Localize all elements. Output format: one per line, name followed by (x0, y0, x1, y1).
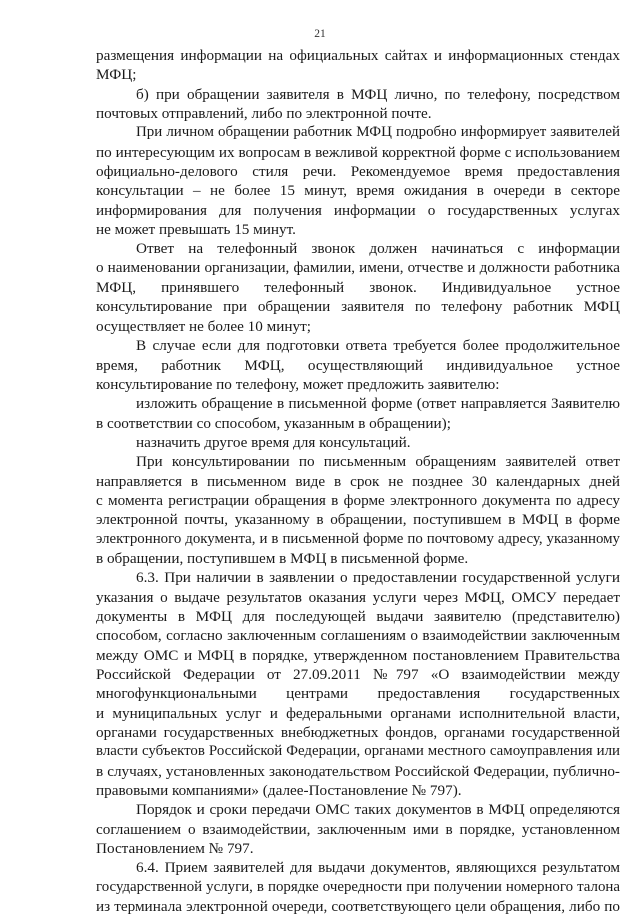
text-line: 6.4. Прием заявителей для выдачи документов, являющихся результатом (136, 859, 620, 877)
text-line: не может превышать 15 минут. (96, 221, 296, 239)
text-line: электронного документа, и в письменной форме по почтовому адресу, указанному (96, 530, 620, 547)
text-line: В случае если для подготовки ответа требуется более продолжительное (136, 337, 620, 355)
text-line: официально-делового стиля речи. Рекомендуемое время предоставления (96, 163, 620, 181)
text-line: время, работник МФЦ, осуществляющий индивидуальное устное (96, 356, 620, 374)
text-line: из терминала электронной очереди, соответствующего цели обращения, либо по (96, 898, 620, 916)
document-body (96, 46, 620, 916)
text-line: правовыми компаниями» (далее-Постановление № 797). (96, 782, 462, 800)
page-number: 21 (314, 28, 326, 40)
text-line: При консультировании по письменным обращениям заявителей ответ (136, 453, 620, 471)
text-line: Постановлением № 797. (96, 840, 254, 858)
text-line: органами государственных внебюджетных фондов, органами государственной (96, 724, 620, 742)
text-line: и муниципальных услуг и федеральными органами исполнительной власти, (96, 704, 620, 722)
text-line: почтовых отправлений, либо по электронной почте. (96, 105, 432, 123)
text-line: с момента регистрации обращения в форме электронного документа по адресу (96, 491, 620, 509)
text-line: соглашением о взаимодействии, заключенным ими в порядке, установленном (96, 820, 620, 838)
text-line: консультирование при обращении заявителя по телефону работник МФЦ (96, 298, 620, 316)
text-line: способом, согласно заключенным соглашениям о взаимодействии заключенным (96, 627, 620, 645)
text-line: многофункциональными центрами предоставления государственных (96, 685, 620, 703)
text-line: электронной почты, указанному в обращении, поступившем в МФЦ в форме (96, 511, 620, 529)
text-line: указания о выдаче результатов оказания услуги через МФЦ, ОМСУ передает (96, 588, 620, 606)
text-line: консультации – не более 15 минут, время ожидания в очереди в секторе (96, 182, 620, 200)
text-line: осуществляет не более 10 минут; (96, 317, 311, 335)
text-line: в соответствии со способом, указанным в обращении); (96, 414, 451, 432)
text-line: по интересующим их вопросам в вежливой корректной форме с использованием (96, 143, 620, 161)
text-line: МФЦ; (96, 66, 137, 84)
text-line: размещения информации на официальных сайтах и информационных стендах (96, 47, 620, 64)
text-line: в обращении, поступившем в МФЦ в письменной форме. (96, 549, 469, 567)
text-line: Ответ на телефонный звонок должен начинаться с информации (136, 240, 620, 258)
text-line: власти субъектов Российской Федерации, органами местного самоуправления или (96, 743, 620, 760)
text-line: При личном обращении работник МФЦ подробно информирует заявителей (136, 124, 620, 141)
text-line: МФЦ, принявшего телефонный звонок. Индивидуальное устное (96, 279, 620, 297)
text-line: о наименовании организации, фамилии, имени, отчестве и должности работника (96, 259, 620, 276)
text-line: направляется в письменном виде в срок не позднее 30 календарных дней (96, 472, 620, 490)
text-line: консультирование по телефону, может предложить заявителю: (96, 375, 500, 393)
text-line: информирования для получения информации о государственных услугах (96, 201, 620, 219)
text-line: документы в МФЦ для последующей выдачи заявителю (представителю) (96, 607, 620, 625)
text-line: государственной услуги, в порядке очередности при получении номерного талона (96, 878, 620, 895)
text-line: изложить обращение в письменной форме (ответ направляется Заявителю (136, 395, 620, 413)
text-line: б) при обращении заявителя в МФЦ лично, по телефону, посредством (136, 85, 620, 103)
text-line: Порядок и сроки передачи ОМС таких документов в МФЦ определяются (136, 801, 620, 819)
text-line: 6.3. При наличии в заявлении о предоставлении государственной услуги (136, 569, 620, 587)
text-line: в случаях, установленных законодательством Российской Федерации, публично- (96, 762, 620, 780)
text-line: между ОМС и МФЦ в порядке, утвержденном постановлением Правительства (96, 646, 620, 664)
text-line: назначить другое время для консультаций. (136, 433, 411, 451)
text-line: Российской Федерации от 27.09.2011 №797 «О взаимодействии между (96, 666, 620, 683)
